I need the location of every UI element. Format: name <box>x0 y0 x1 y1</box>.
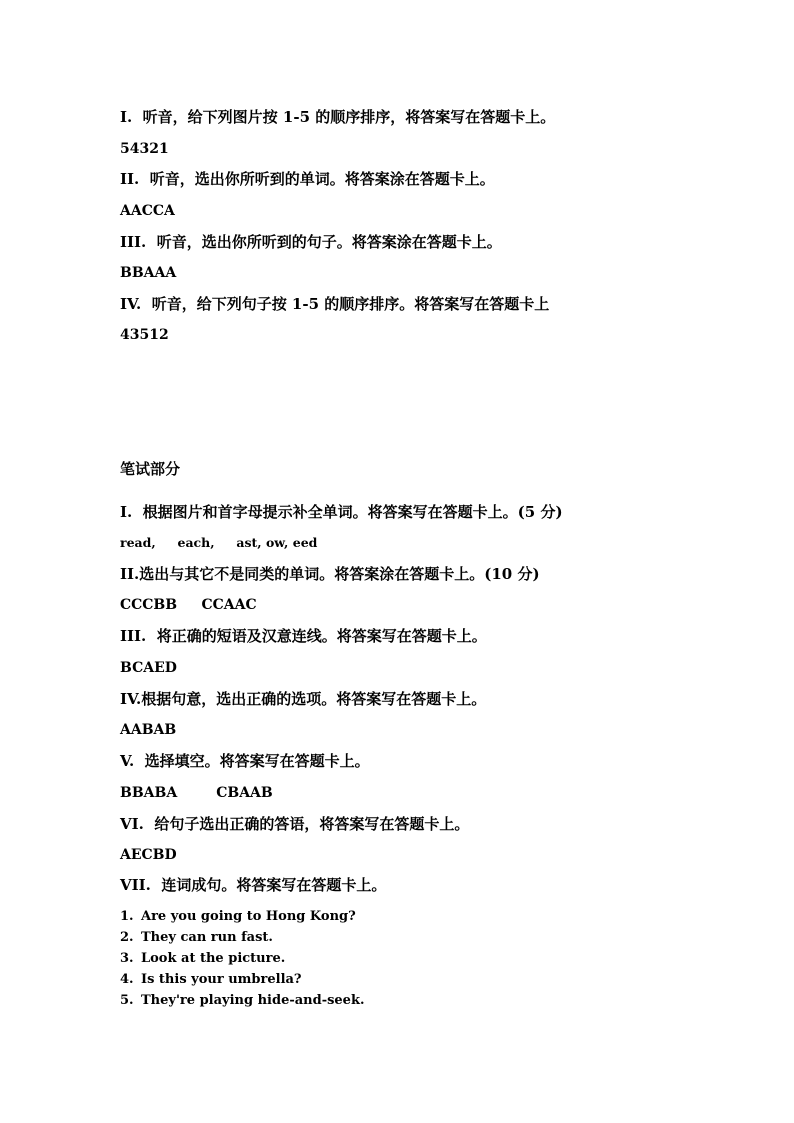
listening-answer-2: AACCA <box>120 203 175 219</box>
written-answer-3: BCAED <box>120 660 177 676</box>
list-item <box>120 951 365 972</box>
listening-answer-3: BBAAA <box>120 265 177 281</box>
written-heading-3: III. 将正确的短语及汉意连线。将答案写在答题卡上。 <box>120 627 487 645</box>
list-item-number: 5. <box>120 993 134 1008</box>
written-answer-5: BBABA CBAAB <box>120 785 273 801</box>
list-item <box>120 972 365 993</box>
written-section-title: 笔试部分 <box>120 460 181 478</box>
written-answer-1: read, each, ast, ow, eed <box>120 535 318 550</box>
list-item <box>120 909 365 930</box>
list-item-text: Look at the picture. <box>141 951 286 966</box>
listening-heading-1: I. 听音，给下列图片按 1-5 的顺序排序，将答案写在答题卡上。 <box>120 108 556 126</box>
listening-heading-3: III. 听音，选出你所听到的句子。将答案涂在答题卡上。 <box>120 233 502 251</box>
list-item-number: 4. <box>120 972 134 987</box>
list-item-text: Are you going to Hong Kong? <box>141 909 356 924</box>
written-answer-6: AECBD <box>120 847 177 863</box>
list-item-number: 1. <box>120 909 134 924</box>
listening-answer-1: 54321 <box>120 141 169 157</box>
list-item-number: 2. <box>120 930 134 945</box>
listening-answer-4: 43512 <box>120 327 169 343</box>
list-item <box>120 993 365 1014</box>
list-item-text: They're playing hide-and-seek. <box>141 993 365 1008</box>
written-heading-2: II.选出与其它不是同类的单词。将答案涂在答题卡上。(10 分) <box>120 565 540 583</box>
list-item-text: Is this your umbrella? <box>141 972 302 987</box>
list-item-text: They can run fast. <box>141 930 273 945</box>
list-item-number: 3. <box>120 951 134 966</box>
list-item <box>120 930 365 951</box>
listening-heading-2: II. 听音，选出你所听到的单词。将答案涂在答题卡上。 <box>120 170 495 188</box>
sentence-list <box>120 909 365 1014</box>
written-answer-4: AABAB <box>120 722 177 738</box>
written-answer-2: CCCBB CCAAC <box>120 597 257 613</box>
written-heading-7: VII. 连词成句。将答案写在答题卡上。 <box>120 876 387 894</box>
written-heading-6: VI. 给句子选出正确的答语，将答案写在答题卡上。 <box>120 815 470 833</box>
written-heading-5: V. 选择填空。将答案写在答题卡上。 <box>120 752 370 770</box>
listening-heading-4: IV. 听音，给下列句子按 1-5 的顺序排序。将答案写在答题卡上 <box>120 295 550 313</box>
written-heading-1: I. 根据图片和首字母提示补全单词。将答案写在答题卡上。(5 分) <box>120 503 563 521</box>
written-heading-4: IV.根据句意，选出正确的选项。将答案写在答题卡上。 <box>120 690 487 708</box>
